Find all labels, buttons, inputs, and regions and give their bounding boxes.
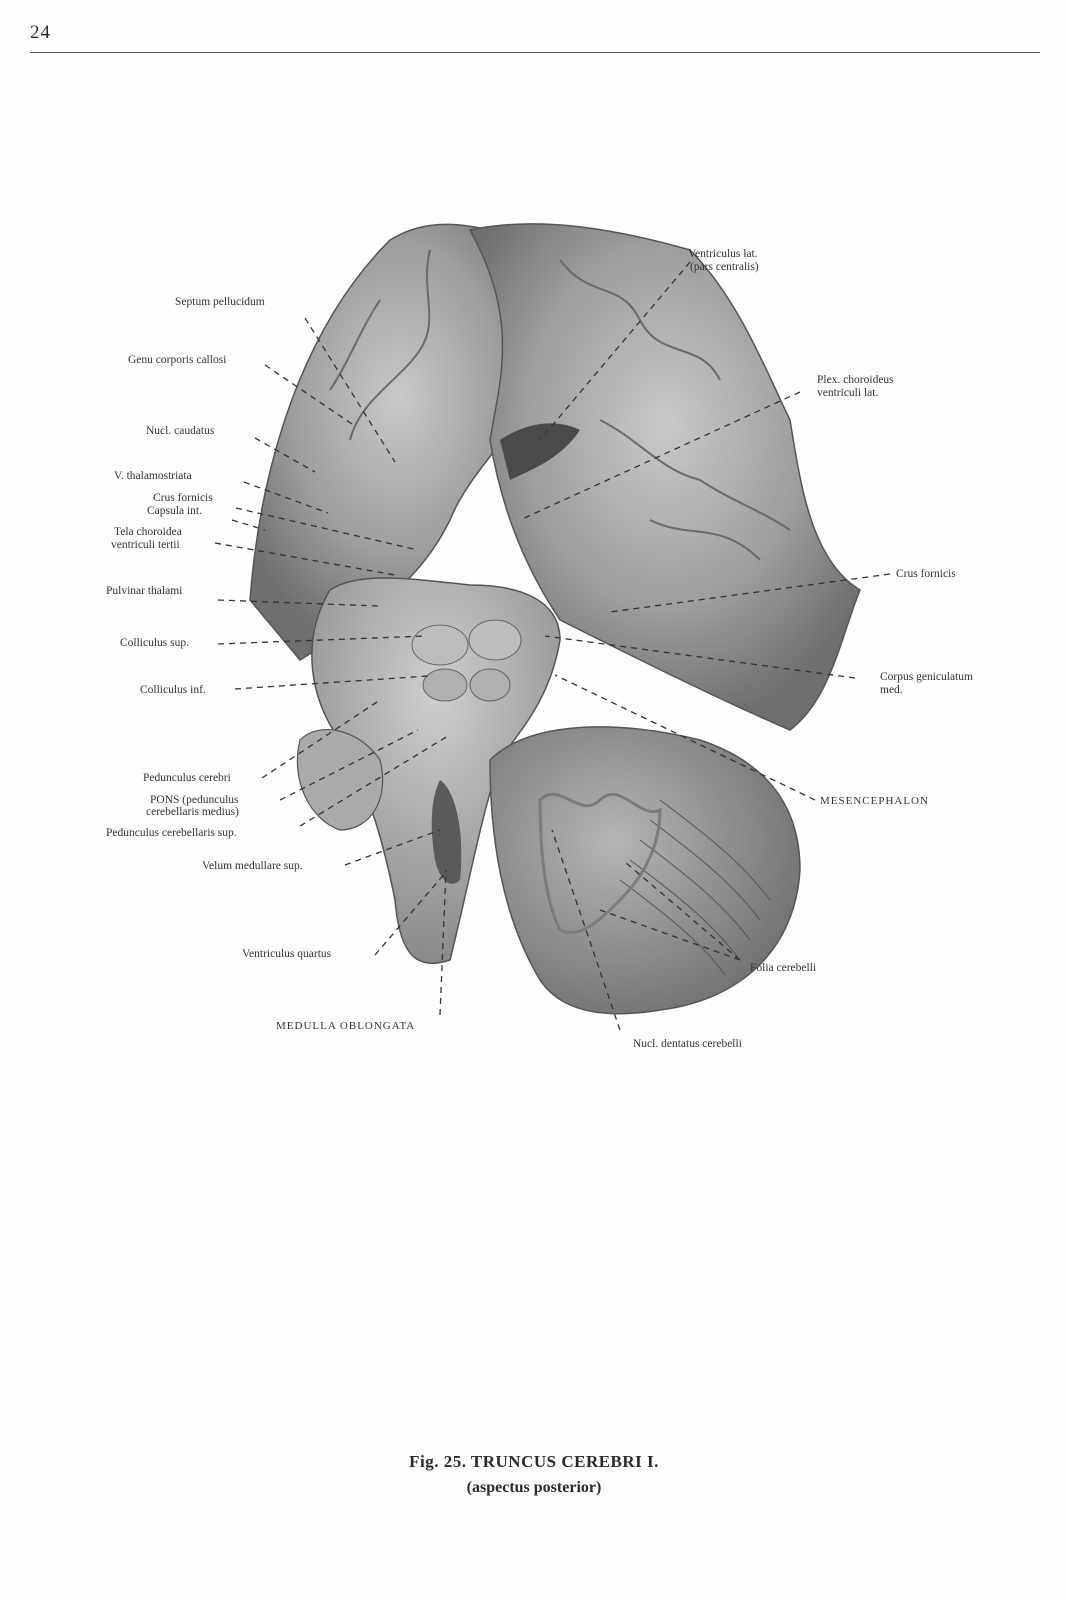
label-ventriculus-lat: Ventriculus lat.	[688, 248, 758, 260]
label-plex-choroideus: Plex. choroideus	[817, 374, 894, 386]
label-pedunculus-cerebellaris-sup: Pedunculus cerebellaris sup.	[106, 827, 237, 839]
label-nucl-dentatus-cerebelli: Nucl. dentatus cerebelli	[633, 1038, 742, 1050]
label-cerebellaris-medius: cerebellaris medius)	[146, 806, 239, 818]
label-crus-fornicis-left: Crus fornicis	[153, 492, 213, 504]
label-pulvinar-thalami: Pulvinar thalami	[106, 585, 183, 597]
label-genu-corporis-callosi: Genu corporis callosi	[128, 354, 227, 366]
label-septum-pellucidum: Septum pellucidum	[175, 296, 265, 308]
label-velum-medullare-sup: Velum medullare sup.	[202, 860, 303, 872]
label-medulla-oblongata: MEDULLA OBLONGATA	[276, 1020, 416, 1032]
page-number: 24	[30, 22, 51, 43]
label-mesencephalon: MESENCEPHALON	[820, 795, 929, 807]
label-colliculus-inf: Colliculus inf.	[140, 684, 206, 696]
label-nucl-caudatus: Nucl. caudatus	[146, 425, 215, 437]
label-v-thalamostriata: V. thalamostriata	[114, 470, 192, 482]
label-tela-choroidea: Tela choroidea	[114, 526, 182, 538]
label-corpus-geniculatum: Corpus geniculatum	[880, 671, 973, 683]
label-pons: PONS (pedunculus	[150, 794, 239, 806]
label-crus-fornicis-right: Crus fornicis	[896, 568, 956, 580]
label-ventriculi-lat: ventriculi lat.	[817, 387, 879, 399]
figure-caption-title: Fig. 25. TRUNCUS CEREBRI I.	[409, 1452, 659, 1471]
label-folia-cerebelli: Folia cerebelli	[750, 962, 817, 974]
label-corpus-geniculatum-med: med.	[880, 684, 903, 696]
figure-caption-subtitle: (aspectus posterior)	[466, 1479, 602, 1496]
label-ventriculus-quartus: Ventriculus quartus	[242, 948, 332, 960]
label-pars-centralis: (pars centralis)	[690, 261, 759, 273]
label-colliculus-sup: Colliculus sup.	[120, 637, 190, 649]
label-pedunculus-cerebri: Pedunculus cerebri	[143, 772, 231, 784]
label-capsula-int: Capsula int.	[147, 505, 202, 517]
label-ventriculi-tertii: ventriculi tertii	[111, 539, 180, 551]
